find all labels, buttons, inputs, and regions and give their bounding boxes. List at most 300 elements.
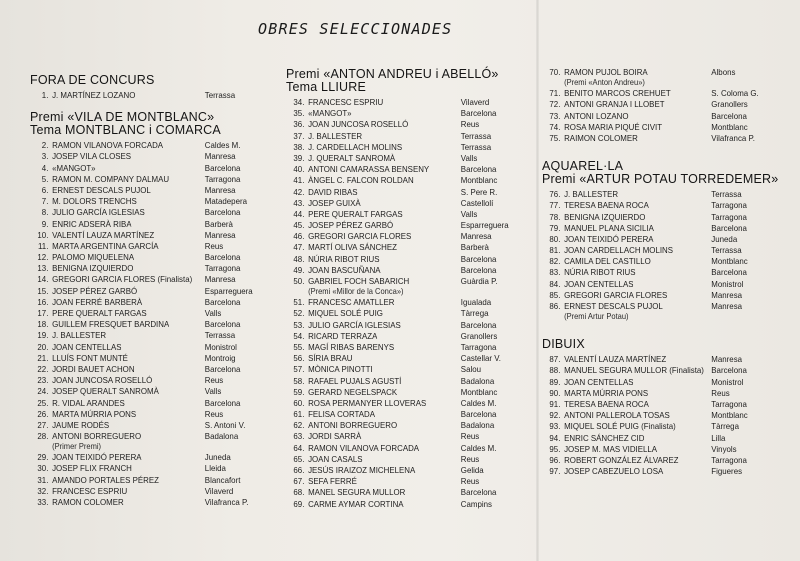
entry-number: 31.	[37, 474, 49, 485]
entry-author: JOAN CENTELLAS	[564, 278, 634, 289]
entry-row	[286, 443, 532, 454]
entry-author: SEFA FERRÉ	[308, 476, 357, 487]
entry-row	[542, 354, 792, 365]
entry-row	[30, 319, 278, 330]
entry-author: RAFAEL PUJALS AGUSTÍ	[308, 375, 402, 386]
page-fold	[536, 0, 539, 561]
entry-author: RAMON VILANOVA FORCADA	[52, 140, 164, 151]
entry-author: JORDI BAUET ACHON	[52, 363, 135, 374]
entry-row	[286, 231, 532, 242]
entry-row	[542, 410, 792, 421]
entry-place: Vilaverd	[204, 485, 234, 496]
entry-row	[542, 455, 792, 466]
entry-place: Tarragona	[711, 454, 747, 465]
entry-place: Barcelona	[711, 222, 747, 233]
entry-number: 46.	[293, 231, 305, 242]
entry-place: Igualada	[460, 297, 492, 308]
entry-place: Manresa	[711, 289, 743, 300]
entry-author: ENRIC SÁNCHEZ CID	[564, 432, 645, 443]
entry-row	[286, 487, 532, 498]
entry-author: «MANGOT»	[308, 108, 352, 119]
entry-row	[30, 263, 278, 274]
entry-number: 33.	[37, 497, 49, 507]
section-heading: AQUAREL·LA	[542, 159, 624, 174]
entry-number: 9.	[41, 218, 49, 229]
entry-row	[542, 388, 792, 399]
entry-number: 69.	[293, 498, 305, 509]
section-heading: DIBUIX	[542, 337, 585, 352]
entry-place: Valls	[204, 308, 222, 318]
entry-row	[30, 308, 278, 319]
entry-row	[542, 122, 792, 133]
entry-row	[30, 274, 278, 285]
entry-place: Caldes M.	[460, 397, 497, 408]
column-left	[30, 74, 278, 508]
entry-number: 80.	[549, 233, 561, 244]
entry-author: JOAN BASCUÑANA	[308, 264, 381, 275]
entry-author: ROBERT GONZÁLEZ ÁLVAREZ	[564, 454, 679, 465]
entry-number: 25.	[37, 397, 49, 408]
entry-number: 19.	[37, 330, 49, 341]
entry-number: 21.	[37, 352, 49, 363]
entry-row	[30, 297, 278, 308]
entry-place: S. Coloma G.	[711, 88, 759, 99]
entry-place: Manresa	[204, 184, 236, 195]
entry-number: 61.	[293, 409, 305, 420]
entry-row	[286, 331, 532, 342]
entry-author: JOAN CASALS	[308, 453, 363, 464]
entry-row	[30, 353, 278, 364]
entry-author: CAMILA DEL CASTILLO	[564, 256, 651, 267]
entry-place: Monistrol	[711, 278, 744, 289]
entry-place: Figueres	[711, 466, 743, 477]
entry-place: Reus	[204, 375, 224, 386]
entry-place: Manresa	[204, 151, 236, 162]
entry-number: 42.	[293, 186, 305, 197]
entry-row	[542, 290, 792, 301]
entry-author: MIQUEL SOLÉ PUIG (Finalista)	[564, 421, 676, 432]
entry-author: JORDI SARRÀ	[308, 431, 362, 442]
entry-number: 50.	[293, 276, 305, 286]
entry-row	[542, 67, 792, 78]
entry-row	[286, 254, 532, 265]
entry-row	[542, 88, 792, 99]
entry-author: TERESA BAENA ROCA	[564, 398, 649, 409]
entry-place: Barcelona	[460, 253, 497, 264]
entry-number: 36.	[293, 119, 305, 130]
entry-place: Montblanc	[711, 121, 748, 132]
entry-row	[30, 330, 278, 341]
entry-author: JOSEP VILA CLOSES	[52, 151, 132, 162]
entry-author: RAMON VILANOVA FORCADA	[308, 442, 420, 453]
entry-number: 1.	[41, 90, 49, 100]
entry-row	[286, 465, 532, 476]
entry-place: Tarragona	[711, 398, 747, 409]
entry-row	[542, 433, 792, 444]
section-heading: Tema LLIURE	[286, 80, 367, 94]
entry-author: JOAN TEIXIDÓ PERERA	[564, 233, 654, 244]
entry-place: Manresa	[204, 229, 236, 240]
entry-place: Tarragona	[204, 263, 241, 274]
entry-place: Caldes M.	[204, 140, 241, 151]
entry-number: 3.	[41, 151, 49, 162]
entry-place: Barcelona	[460, 409, 497, 420]
entry-place: Tarragona	[711, 200, 747, 211]
entry-number: 91.	[549, 398, 561, 409]
section-heading: Premi «ARTUR POTAU TORREDEMER»	[542, 172, 779, 187]
entry-place: Tarragona	[204, 173, 241, 184]
entry-number: 5.	[41, 173, 49, 184]
entry-place: Esparreguera	[460, 220, 509, 231]
entry-row	[542, 223, 792, 234]
entry-author: NÚRIA RIBOT RIUS	[308, 253, 380, 264]
entry-number: 23.	[37, 375, 49, 386]
entry-number: 84.	[549, 278, 561, 289]
entry-row	[30, 497, 278, 508]
entry-place: Montroig	[204, 352, 236, 363]
entry-author: JOSEP M. MAS VIDIELLA	[564, 443, 658, 454]
section-gap	[542, 322, 792, 338]
entry-place: Terrassa	[204, 90, 236, 100]
entry-row	[30, 207, 278, 218]
entry-number: 38.	[293, 141, 305, 152]
entry-place: Reus	[460, 453, 480, 464]
entry-place: Barcelona	[204, 319, 241, 330]
entry-number: 68.	[293, 487, 305, 498]
entry-number: 90.	[549, 387, 561, 398]
entry-row	[542, 99, 792, 110]
entry-number: 54.	[293, 330, 305, 341]
entry-row	[30, 431, 278, 442]
entry-author: JOAN CENTELLAS	[564, 376, 634, 387]
entry-number: 14.	[37, 274, 49, 285]
entry-row	[30, 420, 278, 431]
entry-author: DAVID RIBAS	[308, 186, 358, 197]
entry-place: Montblanc	[711, 410, 748, 421]
entry-row	[30, 230, 278, 241]
entry-number: 63.	[293, 431, 305, 442]
entry-author: ENRIC ADSERÀ RIBA	[52, 218, 132, 229]
entry-number: 76.	[549, 189, 561, 200]
entry-number: 88.	[549, 365, 561, 376]
entry-place: Reus	[460, 119, 480, 130]
entry-row	[542, 234, 792, 245]
entry-author: MANEL SEGURA MULLOR	[308, 487, 406, 498]
entry-row	[30, 475, 278, 486]
entry-author: RAMON PUJOL BOIRA	[564, 67, 648, 77]
entry-place: Terrassa	[460, 130, 492, 141]
entry-number: 70.	[549, 67, 561, 77]
entry-author: GREGORI GARCIA FLORES	[564, 289, 668, 300]
entry-place: Monistrol	[204, 341, 237, 352]
entry-row	[286, 175, 532, 186]
page-title: OBRES SELECCIONADES	[258, 20, 453, 38]
entry-row	[286, 242, 532, 253]
entry-number: 95.	[549, 443, 561, 454]
entry-row	[286, 364, 532, 375]
entry-number: 85.	[549, 289, 561, 300]
entry-number: 48.	[293, 253, 305, 264]
entry-award-note: (Premi «Millor de la Conca»)	[308, 287, 404, 297]
entry-number: 93.	[549, 421, 561, 432]
entry-author: MARTA MÚRRIA PONS	[52, 408, 137, 419]
entry-place: Matadepera	[204, 196, 248, 207]
entry-author: RICARD TERRAZA	[308, 330, 378, 341]
entry-row	[30, 163, 278, 174]
entry-author: PERE QUERALT FARGAS	[52, 308, 147, 318]
entry-author: J. BALLESTER	[308, 130, 363, 141]
entry-number: 10.	[37, 229, 49, 240]
entry-author: GREGORI GARCIA FLORES (Finalista)	[52, 274, 193, 285]
entry-place: Reus	[460, 476, 480, 487]
entry-number: 17.	[37, 308, 49, 318]
entry-place: Barcelona	[460, 319, 497, 330]
entry-place: Vilafranca P.	[204, 497, 249, 507]
entry-row	[286, 164, 532, 175]
entry-author: NÚRIA RIBOT RIUS	[564, 267, 636, 278]
entry-author: FELISA CORTADA	[308, 409, 376, 420]
entry-row	[286, 476, 532, 487]
entry-number: 2.	[41, 140, 49, 151]
section-heading: FORA DE CONCURS	[30, 73, 155, 87]
entry-row	[286, 97, 532, 108]
entry-row	[30, 174, 278, 185]
entry-number: 7.	[41, 196, 49, 207]
entry-row	[286, 187, 532, 198]
entry-row	[286, 499, 532, 510]
entry-place: S. Pere R.	[460, 186, 498, 197]
entry-author: J. QUERALT SANROMÀ	[308, 152, 396, 163]
entry-number: 96.	[549, 454, 561, 465]
entry-number: 18.	[37, 319, 49, 330]
entry-award-note: (Premi Artur Potau)	[564, 312, 629, 322]
entry-place: Terrassa	[711, 245, 742, 256]
entry-author: LLUÍS FONT MUNTÉ	[52, 352, 128, 363]
entry-row	[286, 108, 532, 119]
entry-row	[286, 220, 532, 231]
entry-place: Albons	[711, 67, 736, 77]
entry-place: Badalona	[460, 375, 495, 386]
column-middle	[286, 68, 532, 510]
entry-row	[286, 153, 532, 164]
entry-number: 51.	[293, 297, 305, 308]
entry-author: BENITO MARCOS CREHUET	[564, 88, 671, 99]
entry-number: 81.	[549, 245, 561, 256]
entry-row	[30, 364, 278, 375]
entry-place: Barcelona	[204, 296, 241, 307]
entry-author: MIQUEL SOLÉ PUIG	[308, 308, 383, 319]
entry-number: 37.	[293, 130, 305, 141]
entry-place: Reus	[204, 408, 224, 419]
entry-place: Barberà	[460, 242, 489, 253]
entry-row	[286, 297, 532, 308]
entry-number: 87.	[549, 354, 561, 365]
entry-row	[30, 463, 278, 474]
entry-author: BENIGNA IZQUIERDO	[52, 263, 134, 274]
entry-place: Tarragona	[711, 211, 747, 222]
entry-number: 77.	[549, 200, 561, 211]
entry-author: ERNEST DESCALS PUJOL	[564, 301, 663, 311]
entry-number: 30.	[37, 463, 49, 474]
entry-place: Tàrrega	[711, 421, 739, 432]
entry-row	[30, 151, 278, 162]
entry-number: 4.	[41, 162, 49, 173]
entry-number: 86.	[549, 301, 561, 311]
entry-row	[542, 444, 792, 455]
entry-row	[542, 279, 792, 290]
entry-row	[286, 387, 532, 398]
entry-place: Valls	[460, 152, 478, 163]
entry-place: Guàrdia P.	[460, 276, 498, 286]
entry-row	[286, 398, 532, 409]
entry-place: Manresa	[711, 301, 743, 311]
entry-author: JOAN CARDELLACH MOLINS	[564, 245, 674, 256]
entry-author: «MANGOT»	[52, 162, 96, 173]
entry-place: Barcelona	[204, 252, 241, 263]
entry-place: Tarragona	[460, 341, 497, 352]
entry-author: ANTONI LOZANO	[564, 110, 629, 121]
entry-row	[542, 189, 792, 200]
entry-row	[30, 452, 278, 463]
entry-place: Blancafort	[204, 474, 241, 485]
entry-place: Granollers	[711, 99, 748, 110]
entry-number: 59.	[293, 386, 305, 397]
entry-place: Terrassa	[711, 189, 742, 200]
entry-author: GERARD NEGELSPACK	[308, 386, 398, 397]
entry-row	[286, 420, 532, 431]
entry-number: 92.	[549, 410, 561, 421]
entry-place: Barcelona	[204, 397, 241, 408]
entry-author: FRANCESC AMATLLER	[308, 297, 395, 308]
entry-number: 75.	[549, 132, 561, 143]
entry-author: JOAN TEIXIDÓ PERERA	[52, 452, 142, 463]
entry-number: 15.	[37, 285, 49, 296]
entry-row	[30, 219, 278, 230]
entry-author: JOAN JUNCOSA ROSELLÓ	[52, 375, 153, 386]
entry-author: MAGÍ RIBAS BARENYS	[308, 341, 395, 352]
entry-row	[286, 353, 532, 364]
entry-number: 62.	[293, 420, 305, 431]
entry-row	[30, 409, 278, 420]
entry-row	[286, 409, 532, 420]
entry-place: Montblanc	[711, 256, 748, 267]
entry-number: 79.	[549, 222, 561, 233]
entry-number: 57.	[293, 364, 305, 375]
column-right	[542, 67, 792, 477]
entry-number: 97.	[549, 466, 561, 477]
entry-place: Castellar V.	[460, 353, 501, 364]
entry-place: Barcelona	[204, 363, 241, 374]
entry-author: MARTA MÚRRIA PONS	[564, 387, 649, 398]
entry-number: 43.	[293, 197, 305, 208]
entry-number: 41.	[293, 175, 305, 186]
entry-number: 32.	[37, 485, 49, 496]
entry-place: Monistrol	[711, 376, 744, 387]
entry-author: ANTONI GRANJA I LLOBET	[564, 99, 665, 110]
entry-place: Barcelona	[460, 108, 497, 119]
entry-author: M. DOLORS TRENCHS	[52, 196, 137, 207]
entry-author: MARTÍ OLIVA SÁNCHEZ	[308, 242, 397, 253]
entry-row	[286, 209, 532, 220]
entry-row	[286, 342, 532, 353]
entry-number: 22.	[37, 363, 49, 374]
entry-row	[30, 90, 278, 101]
section-heading: Premi «ANTON ANDREU i ABELLÓ»	[286, 67, 499, 81]
entry-number: 39.	[293, 152, 305, 163]
entry-award-note: (Primer Premi)	[52, 442, 102, 452]
entry-author: J. BALLESTER	[52, 330, 107, 341]
entry-place: Gelida	[460, 465, 484, 475]
entry-row	[542, 200, 792, 211]
entry-place: Barcelona	[711, 365, 747, 376]
entry-place: Barcelona	[711, 267, 747, 278]
entry-row	[286, 454, 532, 465]
entry-place: Lilla	[711, 432, 726, 443]
entry-author: JOSEP CABEZUELO LOSA	[564, 466, 664, 477]
entry-number: 6.	[41, 184, 49, 195]
entry-author: ANTONI BORREGUERO	[308, 420, 398, 431]
entry-place: Terrassa	[460, 141, 492, 152]
entry-place: Manresa	[204, 274, 236, 285]
entry-number: 11.	[37, 240, 49, 251]
entry-author: JULIO GARCÍA IGLESIAS	[308, 319, 401, 330]
entry-number: 73.	[549, 110, 561, 121]
entry-author: JOSEP PÉREZ GARBÓ	[52, 285, 138, 296]
entry-number: 29.	[37, 452, 49, 463]
entry-number: 94.	[549, 432, 561, 443]
entry-place: Terrassa	[204, 330, 236, 341]
entry-author: JOAN CENTELLAS	[52, 341, 122, 352]
entry-number: 26.	[37, 408, 49, 419]
entry-row	[542, 212, 792, 223]
entry-number: 89.	[549, 376, 561, 387]
entry-author: J. MARTÍNEZ LOZANO	[52, 90, 136, 100]
entry-number: 65.	[293, 453, 305, 464]
entry-place: Tàrrega	[460, 308, 489, 319]
entry-row	[30, 185, 278, 196]
entry-author: RAIMON COLOMER	[564, 132, 638, 143]
entry-number: 35.	[293, 108, 305, 119]
entry-number: 72.	[549, 99, 561, 110]
entry-number: 58.	[293, 375, 305, 386]
entry-row	[542, 301, 792, 312]
entry-place: Badalona	[204, 431, 239, 442]
entry-author: TERESA BAENA ROCA	[564, 200, 649, 211]
entry-number: 52.	[293, 308, 305, 319]
entry-place: Valls	[460, 208, 478, 219]
entry-number: 27.	[37, 419, 49, 430]
entry-author: ROSA MARIA PIQUÉ CIVIT	[564, 121, 663, 132]
entry-author: ANTONI BORREGUERO	[52, 431, 142, 442]
entry-place: S. Antoni V.	[204, 419, 246, 430]
entry-row	[542, 466, 792, 477]
entry-author: SÍRIA BRAU	[308, 353, 353, 364]
entry-place: Reus	[460, 431, 480, 442]
entry-author: GABRIEL FOCH SABARICH	[308, 276, 410, 286]
entry-author: MÒNICA PINOTTI	[308, 364, 373, 375]
section-gap	[542, 144, 792, 160]
entry-place: Caldes M.	[460, 442, 497, 453]
entry-place: Campins	[460, 498, 493, 509]
entry-number: 44.	[293, 208, 305, 219]
entry-author: VALENTÍ LAUZA MARTÍNEZ	[52, 229, 155, 240]
entry-author: JAUME RODÉS	[52, 419, 110, 430]
entry-place: Granollers	[460, 330, 498, 341]
entry-place: Barcelona	[460, 164, 497, 175]
entry-place: Valls	[204, 386, 222, 397]
entry-number: 82.	[549, 256, 561, 267]
entry-author: JOAN FERRÉ BARBERÀ	[52, 296, 143, 307]
